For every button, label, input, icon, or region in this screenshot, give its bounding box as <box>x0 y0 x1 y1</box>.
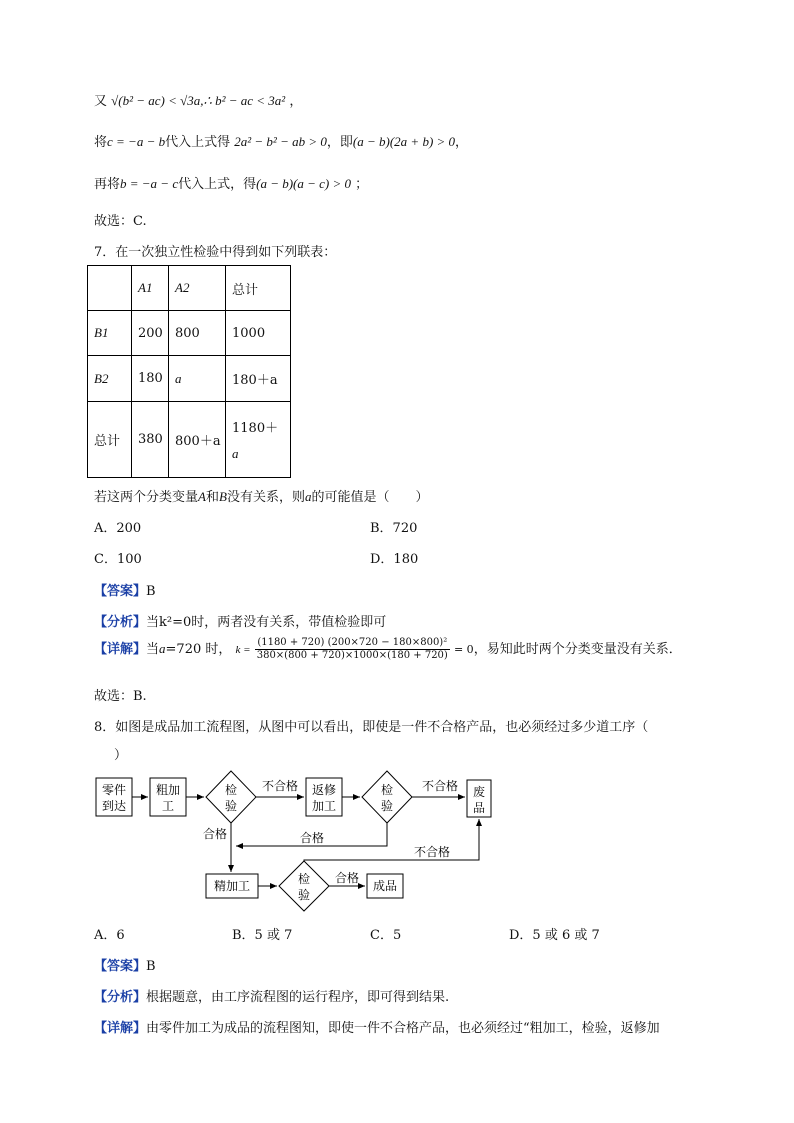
pass-return-line <box>236 823 387 846</box>
analysis-tag: 【分析】 <box>94 990 147 1005</box>
flow-label: 合格 <box>202 827 228 841</box>
math: (a − b)(2a + b) > 0 <box>352 134 456 149</box>
flow-label: 返修 <box>311 783 337 797</box>
table-cell <box>88 266 132 311</box>
text: 代入上式，得 <box>178 177 257 192</box>
flow-label: 验 <box>224 799 238 813</box>
answer-value: B <box>146 959 156 974</box>
math: A <box>198 489 206 504</box>
table-row <box>88 266 291 311</box>
text: 又 <box>94 94 108 109</box>
math: (a − b)(a − c) > 0 <box>256 176 352 191</box>
flow-label: 检 <box>224 783 238 797</box>
text: 若这两个分类变量 <box>94 490 199 505</box>
detail-tag: 【详解】 <box>94 642 147 657</box>
inspect3-diamond <box>279 861 329 911</box>
table-cell: B1 <box>88 311 132 356</box>
option-c[interactable]: C．5 <box>370 928 402 943</box>
text: ，即 <box>326 135 353 150</box>
table-cell: 180 <box>132 356 169 402</box>
inspect1-diamond <box>206 771 256 823</box>
table-cell: 800＋a <box>169 402 226 478</box>
table-row <box>88 356 291 402</box>
text: =720 时， <box>165 642 232 657</box>
flow-label: 到达 <box>101 799 127 813</box>
option-d[interactable]: D．180 <box>370 552 419 567</box>
math: B <box>218 489 227 504</box>
math-inequality: √(b² − ac) < √3a,∴ b² − ac < 3a² <box>111 93 286 108</box>
flow-label: 不合格 <box>261 779 299 793</box>
contingency-table <box>87 265 291 478</box>
table-cell <box>226 402 291 478</box>
flow-label: 验 <box>297 888 311 902</box>
flow-label: 检 <box>380 783 394 797</box>
detail-text: 由零件加工为成品的流程图知，即使一件不合格产品，也必须经过“粗加工，检验，返修加 <box>146 1021 660 1036</box>
analysis-text: 根据题意，由工序流程图的运行程序，即可得到结果. <box>146 990 450 1005</box>
scrap-box <box>467 780 491 817</box>
math: b = −a − c <box>120 176 179 191</box>
flow-label: 精加工 <box>213 879 251 893</box>
option-d[interactable]: D．5 或 6 或 7 <box>509 928 600 943</box>
analysis-text: 当k²=0时，两者没有关系，带值检验即可 <box>146 615 387 630</box>
numerator: (1180 + 720) (200×720 − 180×800)² <box>255 637 450 650</box>
table-cell: B2 <box>88 356 132 402</box>
q8-detail <box>94 1017 660 1036</box>
text: 将 <box>94 135 108 150</box>
rework-box <box>306 778 342 816</box>
table-cell: 200 <box>132 311 169 356</box>
detail-tag: 【详解】 <box>94 1021 147 1036</box>
flow-label: 工 <box>161 799 175 813</box>
table-cell: 1000 <box>226 311 291 356</box>
prev-line-1 <box>94 90 302 109</box>
flow-label: 不合格 <box>413 845 451 859</box>
flow-label: 加工 <box>311 799 337 813</box>
answer-tag: 【答案】 <box>94 959 147 974</box>
math: = 0 <box>453 643 474 656</box>
flow-label: 验 <box>380 799 394 813</box>
text: 再将 <box>94 177 121 192</box>
q8-analysis <box>94 986 449 1005</box>
flow-label: 废 <box>472 785 486 799</box>
text: ，易知此时两个分类变量没有关系． <box>473 642 682 657</box>
answer-value: B <box>146 584 156 599</box>
q7-final: 故选：B. <box>94 689 147 704</box>
text: ； <box>355 177 369 192</box>
prev-line-3 <box>94 173 368 192</box>
math: c = −a − b <box>107 134 166 149</box>
answer-tag: 【答案】 <box>94 584 147 599</box>
table-cell: a <box>169 356 226 402</box>
prev-answer: 故选：C. <box>94 214 147 229</box>
cell-line: a <box>232 446 239 461</box>
flow-label: 检 <box>297 872 311 886</box>
product-box <box>367 874 403 898</box>
option-c[interactable]: C．100 <box>94 552 142 567</box>
math: a <box>159 641 166 656</box>
table-cell: 180＋a <box>226 356 291 402</box>
analysis-tag: 【分析】 <box>94 615 147 630</box>
flow-label: 合格 <box>334 871 360 885</box>
option-a[interactable]: A．6 <box>94 928 125 943</box>
fail3-line <box>304 819 479 861</box>
denominator: 380×(800 + 720)×1000×(180 + 720) <box>256 650 448 661</box>
q8-stem-2: ） <box>114 748 128 763</box>
flow-label: 合格 <box>299 831 325 845</box>
k-squared-fraction <box>255 637 450 662</box>
option-b[interactable]: B．5 或 7 <box>232 928 293 943</box>
text: ， <box>289 94 303 109</box>
flow-label: 不合格 <box>421 779 459 793</box>
math: 2a² − b² − ab > 0 <box>234 134 327 149</box>
parts-arrive-box <box>96 778 132 816</box>
math: a <box>304 489 312 504</box>
q7-analysis <box>94 611 386 630</box>
q7-detail <box>94 637 682 662</box>
table-cell: 380 <box>132 402 169 478</box>
inspect2-diamond <box>362 771 412 823</box>
flow-label: 零件 <box>101 783 127 797</box>
fine-box <box>206 874 258 898</box>
cell-line: 1180＋ <box>232 421 279 436</box>
table-cell: 800 <box>169 311 226 356</box>
flow-label: 成品 <box>372 879 398 893</box>
table-cell: A1 <box>132 266 169 311</box>
q7-stem: 7．在一次独立性检验中得到如下列联表： <box>94 245 337 260</box>
q7-question <box>94 486 428 505</box>
text: 当 <box>146 642 160 657</box>
prev-line-2 <box>94 131 468 150</box>
table-row <box>88 402 291 478</box>
q8-answer <box>94 955 156 974</box>
table-cell: A2 <box>169 266 226 311</box>
table-cell: 总计 <box>226 266 291 311</box>
text: 的可能值是（ ） <box>311 490 429 505</box>
text: 没有关系，则 <box>226 490 305 505</box>
q8-stem-1: 8．如图是成品加工流程图，从图中可以看出，即使是一件不合格产品，也必须经过多少道工序（ <box>94 720 649 735</box>
rough-box <box>150 778 186 816</box>
option-b[interactable]: B．720 <box>370 521 418 536</box>
flow-label: 品 <box>472 801 486 815</box>
text: ， <box>455 135 469 150</box>
q7-answer <box>94 580 156 599</box>
text: 和 <box>205 490 219 505</box>
table-row <box>88 311 291 356</box>
flow-label: 粗加 <box>155 783 181 797</box>
text: 代入上式得 <box>165 135 231 150</box>
table-cell: 总计 <box>88 402 132 478</box>
math: k = <box>235 644 251 656</box>
option-a[interactable]: A．200 <box>94 521 142 536</box>
